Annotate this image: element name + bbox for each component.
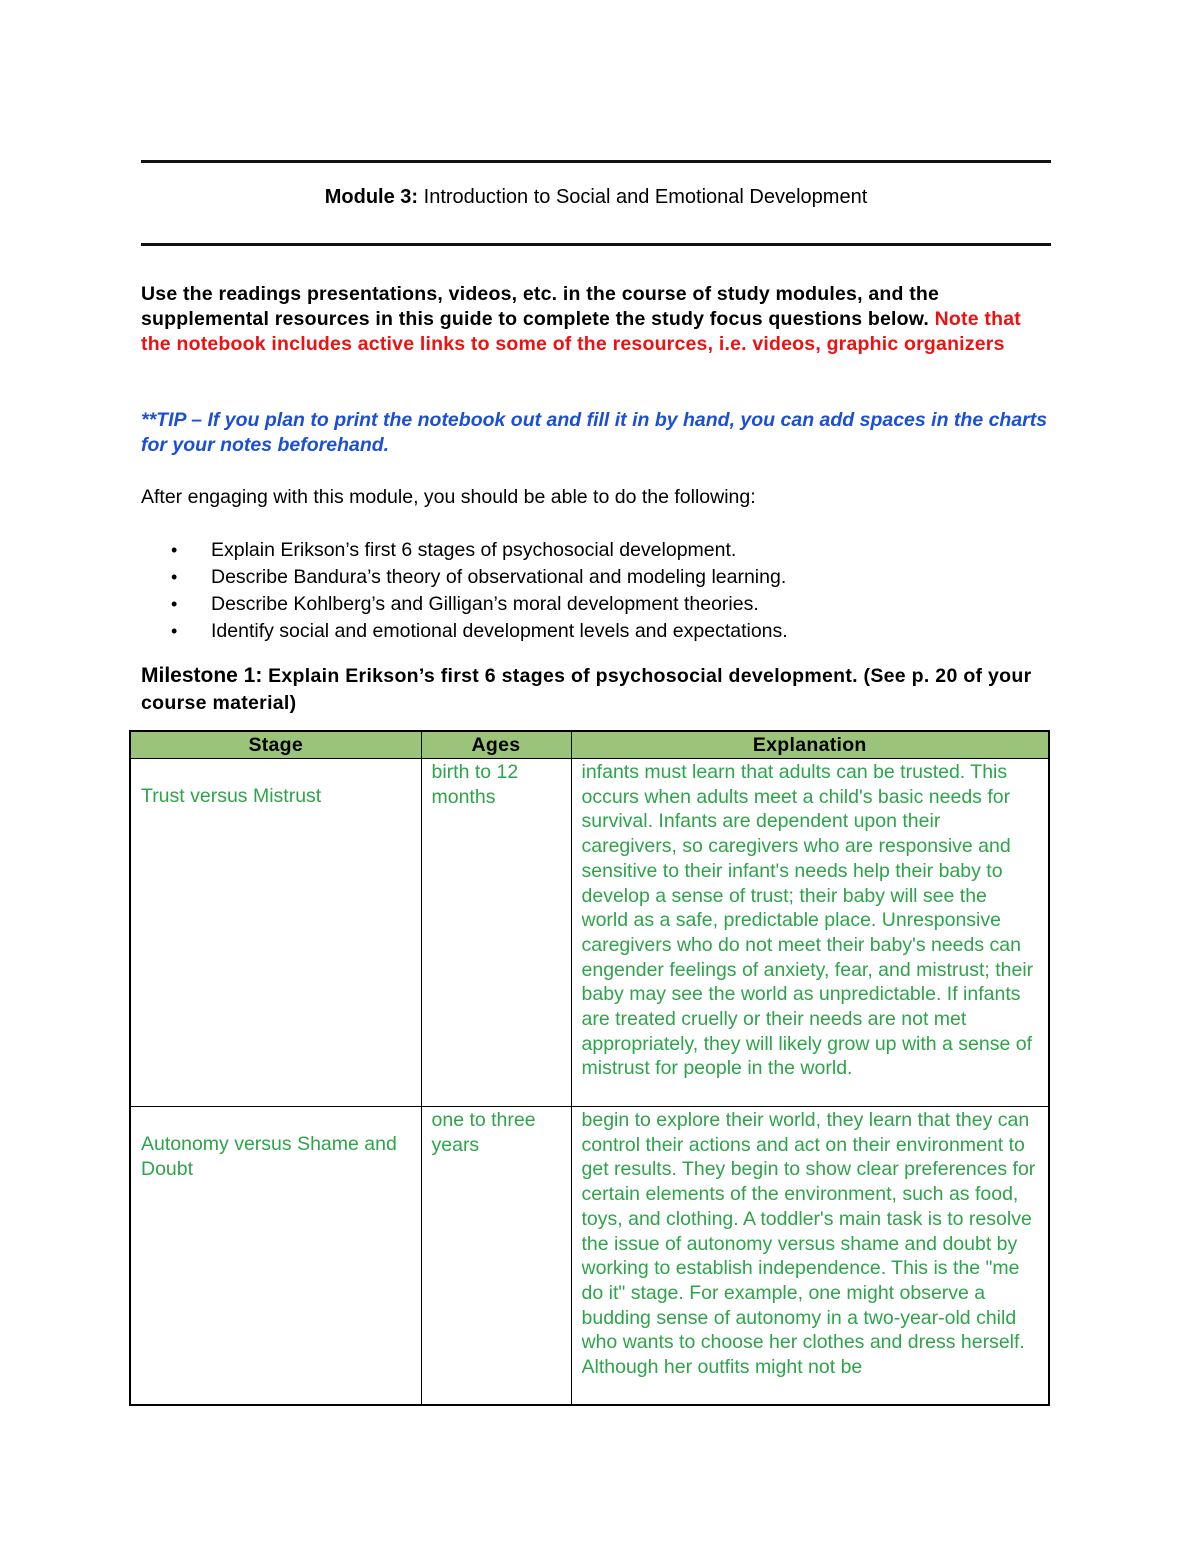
module-title [141,185,1051,209]
objectives-list [141,537,1056,645]
objective-item [141,564,1056,591]
objective-text: Describe Kohlberg’s and Gilligan’s moral development theories. [211,593,759,615]
instructions-paragraph [141,282,1056,357]
explanation-cell [571,1107,1049,1406]
explanation-cell [571,759,1049,1107]
objective-item [141,537,1056,564]
explanation-text: begin to explore their world, they learn that they can control their actions and act on their environment to get results. They begin to show clear preferences for certain elements of the environment, such as food, toys, and clothing. A toddler's main task is to resolve the issue of autonomy versus shame and doubt by working to establish independence. This is the "me do it" stage. For example, one might observe a budding sense of autonomy in a two-year-old child who wants to choose her clothes and dress herself. Although her outfits might not be [581,1109,1036,1379]
explanation-text: infants must learn that adults can be trusted. This occurs when adults meet a child's basic needs for survival. Infants are dependent upon their caregivers, so caregivers who are responsive and sensitive to their infant's needs help their baby to develop a sense of trust; their baby will see the world as a safe, predictable place. Unresponsive caregivers who do not meet their baby's needs can engender feelings of anxiety, fear, and mistrust; their baby may see the world as unpredictable. If infants are treated cruelly or their needs are not met appropriately, they will likely grow up with a sense of mistrust for people in the world. [581,761,1034,1080]
module-title-text: Introduction to Social and Emotional Development [418,186,868,208]
objective-item [141,618,1056,645]
bullet-icon: • [171,540,178,560]
bullet-icon: • [171,594,178,614]
table-row [130,759,1049,1107]
module-label: Module 3: [324,186,419,208]
table-row [130,1107,1049,1406]
ages-text: birth to 12 months [431,761,519,808]
table-header-row [130,731,1049,759]
top-rule [141,160,1051,163]
intro-paragraph: After engaging with this module, you should be able to do the following: [141,486,756,508]
header-explanation: Explanation [571,731,1049,759]
header-ages: Ages [421,731,571,759]
bullet-icon: • [171,621,178,641]
bottom-rule [141,243,1051,246]
ages-cell [421,1107,571,1406]
objective-text: Describe Bandura’s theory of observational and modeling learning. [211,566,787,588]
header-stage: Stage [130,731,421,759]
stage-cell [130,759,421,1107]
bullet-icon: • [171,567,178,587]
tip-paragraph: **TIP – If you plan to print the notebook out and fill it in by hand, you can add spaces in the charts for your notes beforehand. [141,409,1048,456]
stage-name: Trust versus Mistrust [141,785,322,807]
stages-table [129,730,1050,1406]
ages-text: one to three years [431,1109,536,1156]
objective-item [141,591,1056,618]
ages-cell [421,759,571,1107]
milestone-text: Explain Erikson’s first 6 stages of psychosocial development. (See p. 20 of your course material) [141,665,1032,714]
objective-text: Identify social and emotional development levels and expectations. [211,620,788,642]
instructions-main: Use the readings presentations, videos, etc. in the course of study modules, and the supplemental resources in this guide to complete the study focus questions below. [141,283,940,330]
objective-text: Explain Erikson’s first 6 stages of psychosocial development. [211,539,737,561]
instructions-note: Note that the notebook includes active links to some of the resources, i.e. videos, graphic organizers [141,308,1021,355]
stage-name: Autonomy versus Shame and Doubt [141,1133,397,1180]
milestone-heading [141,662,1056,717]
milestone-label: Milestone 1: [141,664,263,687]
stage-cell [130,1107,421,1406]
